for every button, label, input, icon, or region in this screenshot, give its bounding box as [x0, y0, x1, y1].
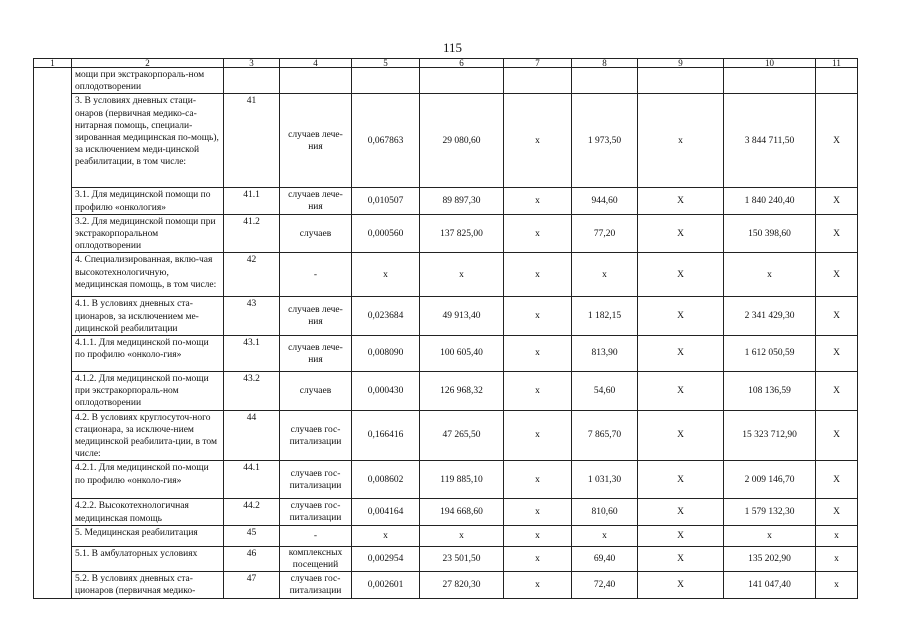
table-row [34, 214, 858, 253]
column-number: 11 [816, 59, 858, 68]
section-cell [34, 68, 72, 599]
cell-col-7: х [504, 253, 572, 297]
cell-col-3: 47 [224, 571, 280, 598]
cell-col-2: 5.2. В условиях дневных ста-ционаров (первичная медико- [72, 571, 224, 598]
cell-col-6: 49 913,40 [420, 297, 504, 336]
cell-col-11 [816, 68, 858, 94]
cell-col-11: Х [816, 336, 858, 372]
cell-col-11: Х [816, 410, 858, 461]
cell-col-6: 137 825,00 [420, 214, 504, 253]
cell-col-5: 0,002601 [352, 571, 420, 598]
cell-col-8: 77,20 [572, 214, 638, 253]
cell-col-8: 69,40 [572, 546, 638, 571]
cell-col-2: 4.2.2. Высокотехнологичная медицинская помощь [72, 499, 224, 525]
cell-col-4: случаев [280, 214, 352, 253]
cell-col-8: 944,60 [572, 188, 638, 214]
cell-col-2: 3.2. Для медицинской помощи при экстракорпоральном оплодотворении [72, 214, 224, 253]
column-number: 6 [420, 59, 504, 68]
cell-col-7: х [504, 525, 572, 546]
cell-col-10: 1 840 240,40 [724, 188, 816, 214]
cell-col-6: 27 820,30 [420, 571, 504, 598]
cell-col-2: 4.1.2. Для медицинской по-мощи при экстракорпораль-ном оплодотворении [72, 372, 224, 411]
cell-col-5: 0,002954 [352, 546, 420, 571]
cell-col-2: 4. Специализированная, вклю-чая высокотехнологичную, медицинская помощь, в том числе: [72, 253, 224, 297]
cell-col-6: х [420, 525, 504, 546]
cell-col-9: Х [638, 571, 724, 598]
cell-col-10: 1 579 132,30 [724, 499, 816, 525]
cell-col-3: 41 [224, 94, 280, 188]
cell-col-10: 15 323 712,90 [724, 410, 816, 461]
cell-col-7: х [504, 372, 572, 411]
cell-col-11: х [816, 571, 858, 598]
cell-col-10: 150 398,60 [724, 214, 816, 253]
cell-col-7: х [504, 410, 572, 461]
cell-col-11: х [816, 525, 858, 546]
cell-col-10: х [724, 253, 816, 297]
cell-col-4: случаев лече-ния [280, 297, 352, 336]
column-number: 2 [72, 59, 224, 68]
cell-col-9: Х [638, 214, 724, 253]
cell-col-2: 5. Медицинская реабилитация [72, 525, 224, 546]
column-number: 9 [638, 59, 724, 68]
cell-col-5: 0,000560 [352, 214, 420, 253]
cell-col-6: 194 668,60 [420, 499, 504, 525]
table-row [34, 499, 858, 525]
column-number: 1 [34, 59, 72, 68]
cell-col-3: 44.2 [224, 499, 280, 525]
cell-col-5: 0,010507 [352, 188, 420, 214]
cell-col-11: Х [816, 372, 858, 411]
cell-col-4: случаев лече-ния [280, 336, 352, 372]
cell-col-9: Х [638, 410, 724, 461]
table-row [34, 336, 858, 372]
cell-col-3: 46 [224, 546, 280, 571]
column-number: 7 [504, 59, 572, 68]
cell-col-4: случаев лече-ния [280, 188, 352, 214]
table-row [34, 461, 858, 499]
cell-col-7: х [504, 336, 572, 372]
cell-col-8: 54,60 [572, 372, 638, 411]
cell-col-11: Х [816, 499, 858, 525]
cell-col-11: Х [816, 94, 858, 188]
cell-col-9: Х [638, 253, 724, 297]
cell-col-4: случаев гос-питализации [280, 499, 352, 525]
cell-col-10: 108 136,59 [724, 372, 816, 411]
cell-col-6: 23 501,50 [420, 546, 504, 571]
cell-col-7: х [504, 188, 572, 214]
cell-col-9 [638, 68, 724, 94]
table-row [34, 410, 858, 461]
cell-col-4 [280, 68, 352, 94]
column-number: 5 [352, 59, 420, 68]
cell-col-5: 0,000430 [352, 372, 420, 411]
cell-col-5 [352, 68, 420, 94]
cell-col-8: 1 973,50 [572, 94, 638, 188]
cell-col-11: Х [816, 188, 858, 214]
cell-col-11: Х [816, 461, 858, 499]
cell-col-2: мощи при экстракорпораль-ном оплодотворении [72, 68, 224, 94]
table-row [34, 188, 858, 214]
table-row [34, 68, 858, 94]
cell-col-9: Х [638, 188, 724, 214]
cell-col-4: - [280, 525, 352, 546]
cell-col-2: 4.1. В условиях дневных ста-ционаров, за исключением ме-дицинской реабилитации [72, 297, 224, 336]
table-row [34, 525, 858, 546]
cell-col-9: Х [638, 297, 724, 336]
cell-col-4: случаев [280, 372, 352, 411]
cell-col-6: х [420, 253, 504, 297]
cell-col-9: Х [638, 372, 724, 411]
cell-col-2: 4.1.1. Для медицинской по-мощи по профилю «онколо-гия» [72, 336, 224, 372]
cell-col-10: 135 202,90 [724, 546, 816, 571]
cell-col-2: 3. В условиях дневных стаци-онаров (первичная медико-са-нитарная помощь, специали-зированная медицинская по-мощь), за исключением меди-цинской реабилитации, в том числе: [72, 94, 224, 188]
cell-col-9: Х [638, 499, 724, 525]
cell-col-11: Х [816, 214, 858, 253]
cell-col-10: 141 047,40 [724, 571, 816, 598]
cell-col-11: Х [816, 253, 858, 297]
table-row [34, 94, 858, 188]
cell-col-6: 119 885,10 [420, 461, 504, 499]
cell-col-10 [724, 68, 816, 94]
cell-col-3: 41.2 [224, 214, 280, 253]
table-row [34, 253, 858, 297]
cell-col-2: 3.1. Для медицинской помощи по профилю «онкология» [72, 188, 224, 214]
cell-col-4: случаев гос-питализации [280, 571, 352, 598]
cell-col-3: 42 [224, 253, 280, 297]
cell-col-7: х [504, 214, 572, 253]
cell-col-6: 47 265,50 [420, 410, 504, 461]
cell-col-8: х [572, 253, 638, 297]
cell-col-8: 7 865,70 [572, 410, 638, 461]
table-row [34, 571, 858, 598]
cell-col-11: Х [816, 297, 858, 336]
cell-col-8: х [572, 525, 638, 546]
table-row [34, 546, 858, 571]
cell-col-8: 72,40 [572, 571, 638, 598]
data-table [33, 58, 858, 599]
cell-col-9: х [638, 94, 724, 188]
cell-col-8 [572, 68, 638, 94]
cell-col-8: 810,60 [572, 499, 638, 525]
cell-col-3: 44.1 [224, 461, 280, 499]
cell-col-7: х [504, 461, 572, 499]
cell-col-6: 89 897,30 [420, 188, 504, 214]
cell-col-9: Х [638, 336, 724, 372]
cell-col-3: 44 [224, 410, 280, 461]
cell-col-8: 813,90 [572, 336, 638, 372]
cell-col-10: 2 009 146,70 [724, 461, 816, 499]
cell-col-9: Х [638, 525, 724, 546]
cell-col-2: 4.2.1. Для медицинской по-мощи по профилю «онколо-гия» [72, 461, 224, 499]
cell-col-4: случаев гос-питализации [280, 410, 352, 461]
cell-col-11: х [816, 546, 858, 571]
cell-col-9: Х [638, 461, 724, 499]
cell-col-5: 0,067863 [352, 94, 420, 188]
cell-col-7: х [504, 94, 572, 188]
cell-col-6: 100 605,40 [420, 336, 504, 372]
cell-col-6: 126 968,32 [420, 372, 504, 411]
cell-col-2: 5.1. В амбулаторных условиях [72, 546, 224, 571]
cell-col-4: - [280, 253, 352, 297]
cell-col-4: комплексных посещений [280, 546, 352, 571]
cell-col-5: 0,004164 [352, 499, 420, 525]
cell-col-7: х [504, 499, 572, 525]
cell-col-3: 45 [224, 525, 280, 546]
column-number: 10 [724, 59, 816, 68]
cell-col-10: х [724, 525, 816, 546]
cell-col-6: 29 080,60 [420, 94, 504, 188]
cell-col-5: 0,023684 [352, 297, 420, 336]
cell-col-5: х [352, 525, 420, 546]
cell-col-7: х [504, 297, 572, 336]
page-number: 115 [442, 40, 463, 55]
cell-col-5: 0,008090 [352, 336, 420, 372]
cell-col-10: 2 341 429,30 [724, 297, 816, 336]
cell-col-3: 43.1 [224, 336, 280, 372]
cell-col-6 [420, 68, 504, 94]
cell-col-8: 1 182,15 [572, 297, 638, 336]
column-number: 8 [572, 59, 638, 68]
cell-col-4: случаев лече-ния [280, 94, 352, 188]
cell-col-3: 41.1 [224, 188, 280, 214]
cell-col-3 [224, 68, 280, 94]
cell-col-3: 43.2 [224, 372, 280, 411]
cell-col-4: случаев гос-питализации [280, 461, 352, 499]
cell-col-10: 1 612 050,59 [724, 336, 816, 372]
cell-col-5: х [352, 253, 420, 297]
table-row [34, 372, 858, 411]
table-row [34, 297, 858, 336]
column-number: 4 [280, 59, 352, 68]
cell-col-7 [504, 68, 572, 94]
cell-col-10: 3 844 711,50 [724, 94, 816, 188]
cell-col-9: Х [638, 546, 724, 571]
cell-col-2: 4.2. В условиях круглосуточ-ного стационара, за исключе-нием медицинской реабилита-ции, в том числе: [72, 410, 224, 461]
cell-col-7: х [504, 546, 572, 571]
cell-col-7: х [504, 571, 572, 598]
cell-col-8: 1 031,30 [572, 461, 638, 499]
cell-col-3: 43 [224, 297, 280, 336]
column-number-row [34, 59, 858, 68]
cell-col-5: 0,166416 [352, 410, 420, 461]
cell-col-5: 0,008602 [352, 461, 420, 499]
column-number: 3 [224, 59, 280, 68]
